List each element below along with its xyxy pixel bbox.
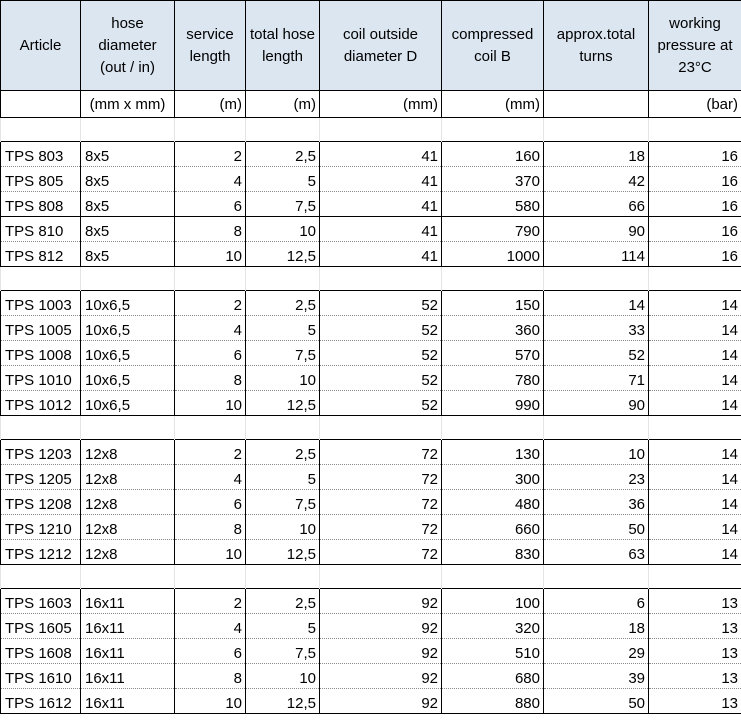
empty-cell[interactable] [442,565,544,589]
cell-working-pressure[interactable]: 14 [649,316,741,341]
cell-service-length[interactable]: 10 [175,242,246,267]
empty-cell[interactable] [1,416,81,440]
empty-cell[interactable] [442,416,544,440]
group-spacer-row [1,267,741,291]
group-spacer-row [1,416,741,440]
cell-compressed-coil[interactable]: 580 [442,192,544,217]
cell-compressed-coil[interactable]: 790 [442,217,544,242]
empty-cell[interactable] [81,416,175,440]
cell-service-length[interactable]: 2 [175,589,246,614]
cell-approx-total-turns[interactable]: 42 [544,167,649,192]
empty-cell[interactable] [81,118,175,142]
cell-approx-total-turns[interactable]: 50 [544,515,649,540]
cell-hose-diameter[interactable]: 10x6,5 [81,341,175,366]
cell-coil-outside-diameter[interactable]: 72 [320,540,442,565]
cell-service-length[interactable]: 8 [175,217,246,242]
unit-hose-diameter[interactable]: (mm x mm) [81,91,175,118]
cell-total-hose-length[interactable]: 10 [246,217,320,242]
cell-coil-outside-diameter[interactable]: 52 [320,316,442,341]
cell-compressed-coil[interactable]: 150 [442,291,544,316]
table-row [1,291,741,316]
table-row [1,192,741,217]
cell-approx-total-turns[interactable]: 90 [544,391,649,416]
unit-compressed-coil[interactable]: (mm) [442,91,544,118]
empty-cell[interactable] [649,416,741,440]
table-row [1,391,741,416]
header-hose-diameter[interactable]: hose diameter (out / in) [81,1,175,91]
cell-total-hose-length[interactable]: 5 [246,167,320,192]
cell-article[interactable]: TPS 1603 [1,589,81,614]
cell-hose-diameter[interactable]: 8x5 [81,192,175,217]
cell-article[interactable]: TPS 1608 [1,639,81,664]
cell-working-pressure[interactable]: 16 [649,167,741,192]
cell-compressed-coil[interactable]: 830 [442,540,544,565]
cell-article[interactable]: TPS 1012 [1,391,81,416]
table-row [1,316,741,341]
header-service-length[interactable]: service length [175,1,246,91]
cell-approx-total-turns[interactable]: 18 [544,142,649,167]
cell-article[interactable]: TPS 1003 [1,291,81,316]
cell-compressed-coil[interactable]: 1000 [442,242,544,267]
cell-approx-total-turns[interactable]: 6 [544,589,649,614]
cell-compressed-coil[interactable]: 320 [442,614,544,639]
cell-hose-diameter[interactable]: 8x5 [81,142,175,167]
table-row [1,689,741,714]
cell-hose-diameter[interactable]: 8x5 [81,217,175,242]
cell-hose-diameter[interactable]: 8x5 [81,242,175,267]
cell-hose-diameter[interactable]: 12x8 [81,465,175,490]
table-row [1,589,741,614]
cell-working-pressure[interactable]: 14 [649,291,741,316]
cell-compressed-coil[interactable]: 990 [442,391,544,416]
cell-article[interactable]: TPS 810 [1,217,81,242]
empty-cell[interactable] [320,565,442,589]
empty-cell[interactable] [1,267,81,291]
table-row [1,341,741,366]
table-row [1,664,741,689]
cell-article[interactable]: TPS 812 [1,242,81,267]
cell-service-length[interactable]: 6 [175,192,246,217]
cell-service-length[interactable]: 6 [175,490,246,515]
cell-article[interactable]: TPS 805 [1,167,81,192]
header-coil-outside-diameter[interactable]: coil outside diameter D [320,1,442,91]
cell-service-length[interactable]: 8 [175,664,246,689]
cell-approx-total-turns[interactable]: 71 [544,366,649,391]
table-row [1,639,741,664]
cell-approx-total-turns[interactable]: 90 [544,217,649,242]
empty-cell[interactable] [442,118,544,142]
cell-working-pressure[interactable]: 13 [649,589,741,614]
cell-approx-total-turns[interactable]: 114 [544,242,649,267]
cell-compressed-coil[interactable]: 480 [442,490,544,515]
unit-coil-outside-diameter[interactable]: (mm) [320,91,442,118]
cell-compressed-coil[interactable]: 660 [442,515,544,540]
table-row [1,167,741,192]
cell-article[interactable]: TPS 1210 [1,515,81,540]
cell-total-hose-length[interactable]: 2,5 [246,291,320,316]
cell-total-hose-length[interactable]: 2,5 [246,142,320,167]
cell-hose-diameter[interactable]: 16x11 [81,664,175,689]
cell-compressed-coil[interactable]: 510 [442,639,544,664]
group-spacer-row [1,565,741,589]
cell-article[interactable]: TPS 1605 [1,614,81,639]
cell-working-pressure[interactable]: 14 [649,515,741,540]
cell-hose-diameter[interactable]: 12x8 [81,540,175,565]
cell-approx-total-turns[interactable]: 39 [544,664,649,689]
cell-service-length[interactable]: 4 [175,465,246,490]
empty-cell[interactable] [320,267,442,291]
cell-approx-total-turns[interactable]: 63 [544,540,649,565]
cell-service-length[interactable]: 6 [175,639,246,664]
cell-compressed-coil[interactable]: 680 [442,664,544,689]
cell-article[interactable]: TPS 1205 [1,465,81,490]
header-approx-total-turns[interactable]: approx.total turns [544,1,649,91]
cell-service-length[interactable]: 10 [175,540,246,565]
cell-coil-outside-diameter[interactable]: 72 [320,465,442,490]
cell-coil-outside-diameter[interactable]: 92 [320,639,442,664]
empty-cell[interactable] [175,118,246,142]
cell-coil-outside-diameter[interactable]: 41 [320,192,442,217]
header-compressed-coil[interactable]: compressed coil B [442,1,544,91]
cell-hose-diameter[interactable]: 12x8 [81,490,175,515]
cell-total-hose-length[interactable]: 7,5 [246,639,320,664]
empty-cell[interactable] [246,416,320,440]
cell-total-hose-length[interactable]: 10 [246,366,320,391]
cell-approx-total-turns[interactable]: 36 [544,490,649,515]
empty-cell[interactable] [544,565,649,589]
cell-compressed-coil[interactable]: 880 [442,689,544,714]
cell-working-pressure[interactable]: 14 [649,391,741,416]
cell-total-hose-length[interactable]: 12,5 [246,391,320,416]
cell-hose-diameter[interactable]: 12x8 [81,440,175,465]
empty-cell[interactable] [649,565,741,589]
cell-service-length[interactable]: 4 [175,316,246,341]
cell-total-hose-length[interactable]: 12,5 [246,540,320,565]
cell-hose-diameter[interactable]: 10x6,5 [81,366,175,391]
unit-working-pressure[interactable]: (bar) [649,91,741,118]
cell-compressed-coil[interactable]: 570 [442,341,544,366]
cell-service-length[interactable]: 8 [175,366,246,391]
cell-hose-diameter[interactable]: 16x11 [81,639,175,664]
header-working-pressure[interactable]: working pressure at 23°C [649,1,741,91]
cell-total-hose-length[interactable]: 10 [246,664,320,689]
cell-total-hose-length[interactable]: 5 [246,614,320,639]
cell-working-pressure[interactable]: 14 [649,440,741,465]
cell-approx-total-turns[interactable]: 14 [544,291,649,316]
cell-compressed-coil[interactable]: 370 [442,167,544,192]
empty-cell[interactable] [175,416,246,440]
table-row [1,540,741,565]
empty-cell[interactable] [246,565,320,589]
empty-cell[interactable] [246,118,320,142]
cell-compressed-coil[interactable]: 130 [442,440,544,465]
cell-total-hose-length[interactable]: 2,5 [246,440,320,465]
cell-approx-total-turns[interactable]: 66 [544,192,649,217]
cell-coil-outside-diameter[interactable]: 41 [320,242,442,267]
empty-cell[interactable] [442,267,544,291]
cell-working-pressure[interactable]: 16 [649,142,741,167]
cell-coil-outside-diameter[interactable]: 92 [320,664,442,689]
cell-article[interactable]: TPS 1008 [1,341,81,366]
cell-working-pressure[interactable]: 16 [649,217,741,242]
empty-cell[interactable] [1,118,81,142]
cell-working-pressure[interactable]: 13 [649,689,741,714]
cell-service-length[interactable]: 2 [175,291,246,316]
cell-working-pressure[interactable]: 16 [649,242,741,267]
cell-working-pressure[interactable]: 16 [649,192,741,217]
empty-cell[interactable] [175,565,246,589]
cell-coil-outside-diameter[interactable]: 41 [320,217,442,242]
cell-coil-outside-diameter[interactable]: 72 [320,440,442,465]
cell-service-length[interactable]: 10 [175,391,246,416]
empty-cell[interactable] [320,118,442,142]
cell-hose-diameter[interactable]: 16x11 [81,614,175,639]
cell-article[interactable]: TPS 1610 [1,664,81,689]
unit-approx-total-turns[interactable] [544,91,649,118]
cell-total-hose-length[interactable]: 2,5 [246,589,320,614]
cell-service-length[interactable]: 6 [175,341,246,366]
cell-total-hose-length[interactable]: 7,5 [246,192,320,217]
empty-cell[interactable] [649,267,741,291]
table-row [1,142,741,167]
cell-service-length[interactable]: 8 [175,515,246,540]
cell-working-pressure[interactable]: 13 [649,614,741,639]
cell-coil-outside-diameter[interactable]: 92 [320,589,442,614]
cell-approx-total-turns[interactable]: 33 [544,316,649,341]
table-row [1,465,741,490]
empty-cell[interactable] [544,267,649,291]
table-row [1,490,741,515]
empty-cell[interactable] [544,118,649,142]
table-row [1,217,741,242]
cell-service-length[interactable]: 4 [175,614,246,639]
empty-cell[interactable] [81,267,175,291]
cell-approx-total-turns[interactable]: 23 [544,465,649,490]
cell-total-hose-length[interactable]: 5 [246,316,320,341]
cell-approx-total-turns[interactable]: 18 [544,614,649,639]
table-row [1,515,741,540]
cell-total-hose-length[interactable]: 12,5 [246,242,320,267]
cell-working-pressure[interactable]: 14 [649,341,741,366]
cell-hose-diameter[interactable]: 16x11 [81,689,175,714]
cell-coil-outside-diameter[interactable]: 52 [320,391,442,416]
cell-working-pressure[interactable]: 13 [649,664,741,689]
cell-working-pressure[interactable]: 14 [649,465,741,490]
header-article[interactable]: Article [1,1,81,91]
unit-total-hose-length[interactable]: (m) [246,91,320,118]
cell-total-hose-length[interactable]: 10 [246,515,320,540]
cell-approx-total-turns[interactable]: 50 [544,689,649,714]
table-row [1,614,741,639]
group-spacer-row [1,118,741,142]
cell-hose-diameter[interactable]: 10x6,5 [81,316,175,341]
cell-service-length[interactable]: 2 [175,440,246,465]
table-row [1,366,741,391]
cell-approx-total-turns[interactable]: 52 [544,341,649,366]
table-row [1,440,741,465]
cell-service-length[interactable]: 10 [175,689,246,714]
header-row [1,1,741,91]
cell-article[interactable]: TPS 1010 [1,366,81,391]
table-row [1,242,741,267]
empty-cell[interactable] [81,565,175,589]
cell-hose-diameter[interactable]: 8x5 [81,167,175,192]
cell-article[interactable]: TPS 1208 [1,490,81,515]
empty-cell[interactable] [246,267,320,291]
cell-hose-diameter[interactable]: 10x6,5 [81,391,175,416]
empty-cell[interactable] [175,267,246,291]
cell-coil-outside-diameter[interactable]: 52 [320,341,442,366]
cell-working-pressure[interactable]: 14 [649,490,741,515]
empty-cell[interactable] [649,118,741,142]
empty-cell[interactable] [1,565,81,589]
cell-compressed-coil[interactable]: 300 [442,465,544,490]
unit-service-length[interactable]: (m) [175,91,246,118]
cell-coil-outside-diameter[interactable]: 52 [320,291,442,316]
cell-article[interactable]: TPS 1612 [1,689,81,714]
cell-total-hose-length[interactable]: 7,5 [246,341,320,366]
cell-article[interactable]: TPS 1203 [1,440,81,465]
header-total-hose-length[interactable]: total hose length [246,1,320,91]
units-row [1,91,741,118]
cell-coil-outside-diameter[interactable]: 92 [320,614,442,639]
cell-working-pressure[interactable]: 14 [649,540,741,565]
cell-hose-diameter[interactable]: 12x8 [81,515,175,540]
cell-compressed-coil[interactable]: 100 [442,589,544,614]
cell-service-length[interactable]: 4 [175,167,246,192]
cell-hose-diameter[interactable]: 10x6,5 [81,291,175,316]
cell-approx-total-turns[interactable]: 29 [544,639,649,664]
cell-article[interactable]: TPS 1212 [1,540,81,565]
cell-coil-outside-diameter[interactable]: 72 [320,490,442,515]
cell-article[interactable]: TPS 808 [1,192,81,217]
cell-hose-diameter[interactable]: 16x11 [81,589,175,614]
cell-compressed-coil[interactable]: 360 [442,316,544,341]
cell-article[interactable]: TPS 803 [1,142,81,167]
cell-total-hose-length[interactable]: 5 [246,465,320,490]
cell-working-pressure[interactable]: 13 [649,639,741,664]
empty-cell[interactable] [320,416,442,440]
cell-coil-outside-diameter[interactable]: 92 [320,689,442,714]
cell-approx-total-turns[interactable]: 10 [544,440,649,465]
cell-coil-outside-diameter[interactable]: 41 [320,142,442,167]
cell-coil-outside-diameter[interactable]: 41 [320,167,442,192]
cell-coil-outside-diameter[interactable]: 72 [320,515,442,540]
cell-compressed-coil[interactable]: 780 [442,366,544,391]
empty-cell[interactable] [544,416,649,440]
unit-article[interactable] [1,91,81,118]
cell-service-length[interactable]: 2 [175,142,246,167]
cell-compressed-coil[interactable]: 160 [442,142,544,167]
cell-total-hose-length[interactable]: 7,5 [246,490,320,515]
cell-total-hose-length[interactable]: 12,5 [246,689,320,714]
cell-working-pressure[interactable]: 14 [649,366,741,391]
cell-coil-outside-diameter[interactable]: 52 [320,366,442,391]
cell-article[interactable]: TPS 1005 [1,316,81,341]
